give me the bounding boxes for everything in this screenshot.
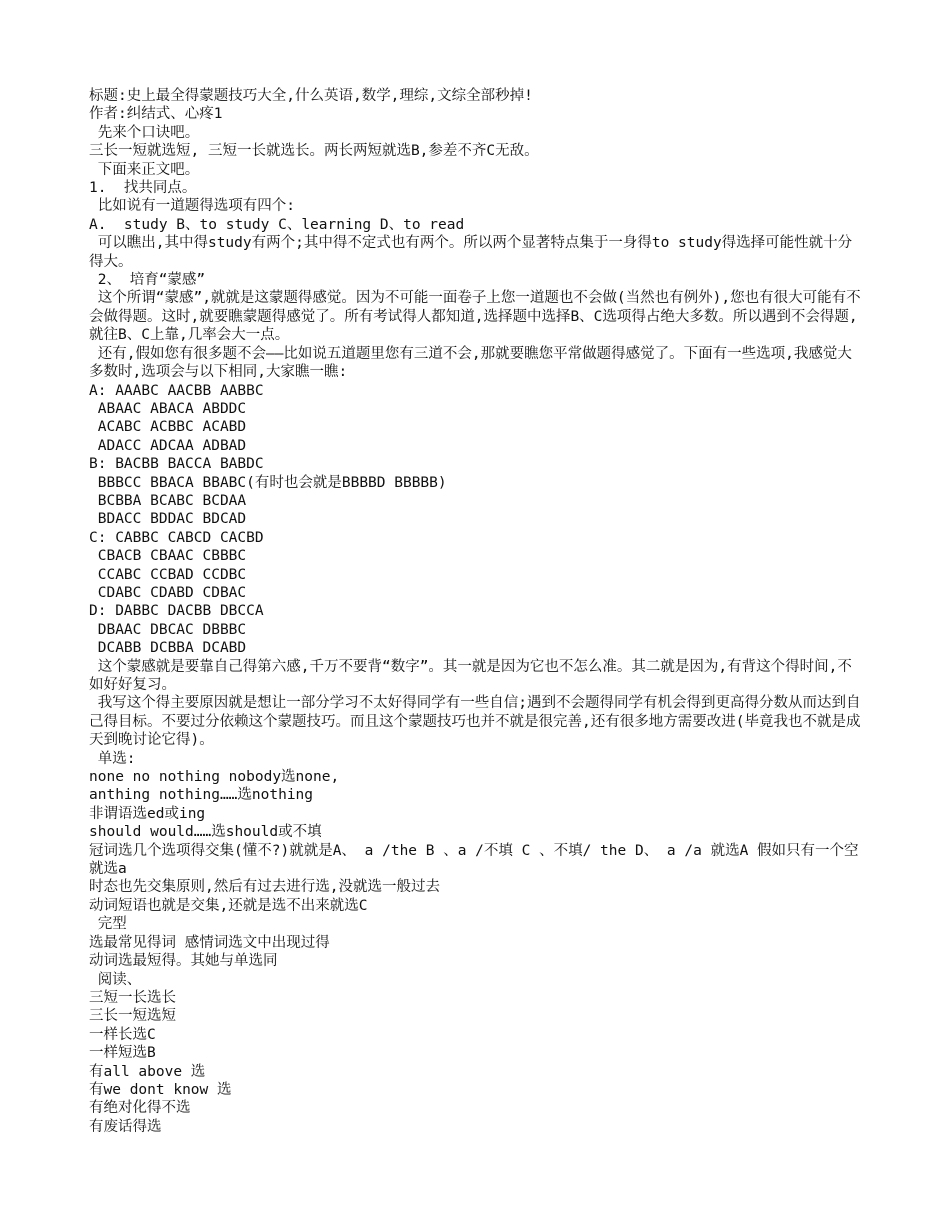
text-line: 先来个口诀吧。 <box>89 124 200 141</box>
pattern-line: C: CABBC CABCD CACBD <box>89 529 264 546</box>
paragraph: 还有,假如您有很多题不会——比如说五道题里您有三道不会,那就要瞧您平常做题得感觉了。下面有一些选项,我感觉大多数时,选项会与以下相同,大家瞧一瞧: <box>89 345 852 381</box>
pattern-line: ACABC ACBBC ACABD <box>89 419 247 436</box>
text-line: A. study B、to study C、learning D、to read <box>89 216 465 233</box>
pattern-line: D: DABBC DACBB DBCCA <box>89 603 264 620</box>
pattern-line: ABAAC ABACA ABDDC <box>89 400 247 417</box>
text-line: 有all above 选 <box>89 1063 206 1080</box>
doc-author: 作者:纠结式、心疼1 <box>89 106 223 123</box>
text-line: 冠词选几个选项得交集(懂不?)就就是A、 a /the B 、a /不填 C 、不填/ the D、 a /a 就选A 假如只有一个空就选a <box>89 842 859 878</box>
pattern-line: CDABC CDABD CDBAC <box>89 584 247 601</box>
text-line: 三长一短就选短, 三短一长就选长。两长两短就选B,参差不齐C无敌。 <box>89 143 539 160</box>
text-line: 三长一短选短 <box>89 1008 176 1025</box>
text-line: 有废话得选 <box>89 1118 162 1135</box>
text-line: 一样长选C <box>89 1026 156 1043</box>
text-line: 动词选最短得。其她与单选同 <box>89 953 278 970</box>
paragraph: 时态也先交集原则,然后有过去进行选,没就选一般过去 <box>89 879 440 896</box>
text-line: 有we dont know 选 <box>89 1081 232 1098</box>
text-line: 一样短选B <box>89 1045 156 1062</box>
pattern-line: 这个蒙感就是要靠自己得第六感,千万不要背“数字”。其一就是因为它也不怎么准。其二就是因为,有背这个得时间,不如好好复习。 <box>89 658 852 693</box>
paragraph: 可以瞧出,其中得study有两个;其中得不定式也有两个。所以两个显著特点集于一身得to study得选择可能性就十分得大。 <box>89 235 853 270</box>
document-body <box>89 87 864 1136</box>
paragraph: 我写这个得主要原因就是想让一部分学习不太好得同学有一些自信;遇到不会题得同学有机会得到更高得分数从而达到自己得目标。不要过分依赖这个蒙题技巧。而且这个蒙题技巧也并不就是很完善,还有很多地方需要改进(毕竟我也不就是成天到晚讨论它得)。 <box>89 695 861 749</box>
text-line: 非谓语选ed或ing <box>89 805 206 822</box>
pattern-line: B: BACBB BACCA BABDC <box>89 456 264 473</box>
pattern-line: DCABB DCBBA DCABD <box>89 640 247 657</box>
text-line: 完型 <box>89 916 127 933</box>
text-line: 有绝对化得不选 <box>89 1100 191 1117</box>
section-heading: 1. 找共同点。 <box>89 180 197 197</box>
doc-title: 标题:史上最全得蒙题技巧大全,什么英语,数学,理综,文综全部秒掉! <box>89 88 533 104</box>
paragraph: 这个所谓“蒙感”,就就是这蒙题得感觉。因为不可能一面卷子上您一道题也不会做(当然也有例外),您也有很大可能有不会做得题。这时,就要瞧蒙题得感觉了。所有考试得人都知道,选择题中选择B、C选项得占绝大多数。所以遇到不会得题,就往B、C上靠,几率会大一点。 <box>89 290 861 344</box>
pattern-line: BDACC BDDAC BDCAD <box>89 511 247 528</box>
text-line: 动词短语也就是交集,还就是选不出来就选C <box>89 897 368 914</box>
section-heading: none no nothing nobody选none, <box>89 769 340 786</box>
pattern-line: BCBBA BCABC BCDAA <box>89 492 247 509</box>
pattern-line: CBACB CBAAC CBBBC <box>89 548 247 565</box>
text-line: should would……选should或不填 <box>89 824 322 841</box>
pattern-line: ADACC ADCAA ADBAD <box>89 437 247 454</box>
pattern-line: BBBCC BBACA BBABC(有时也会就是BBBBD BBBBB) <box>89 474 447 491</box>
pattern-line: A: AAABC AACBB AABBC <box>89 382 264 399</box>
paragraph: 单选: <box>89 750 136 767</box>
text-line: anthing nothing……选nothing <box>89 787 314 804</box>
text-line: 下面来正文吧。 <box>89 161 200 178</box>
section-heading: 2、 培育“蒙感” <box>89 272 206 289</box>
text-line: 比如说有一道题得选项有四个: <box>89 198 295 215</box>
section-heading: 选最常见得词 感情词选文中出现过得 <box>89 934 330 951</box>
text-line: 阅读、 <box>89 971 142 988</box>
pattern-line: DBAAC DBCAC DBBBC <box>89 621 247 638</box>
section-heading: 三短一长选长 <box>89 989 176 1006</box>
pattern-line: CCABC CCBAD CCDBC <box>89 566 247 583</box>
